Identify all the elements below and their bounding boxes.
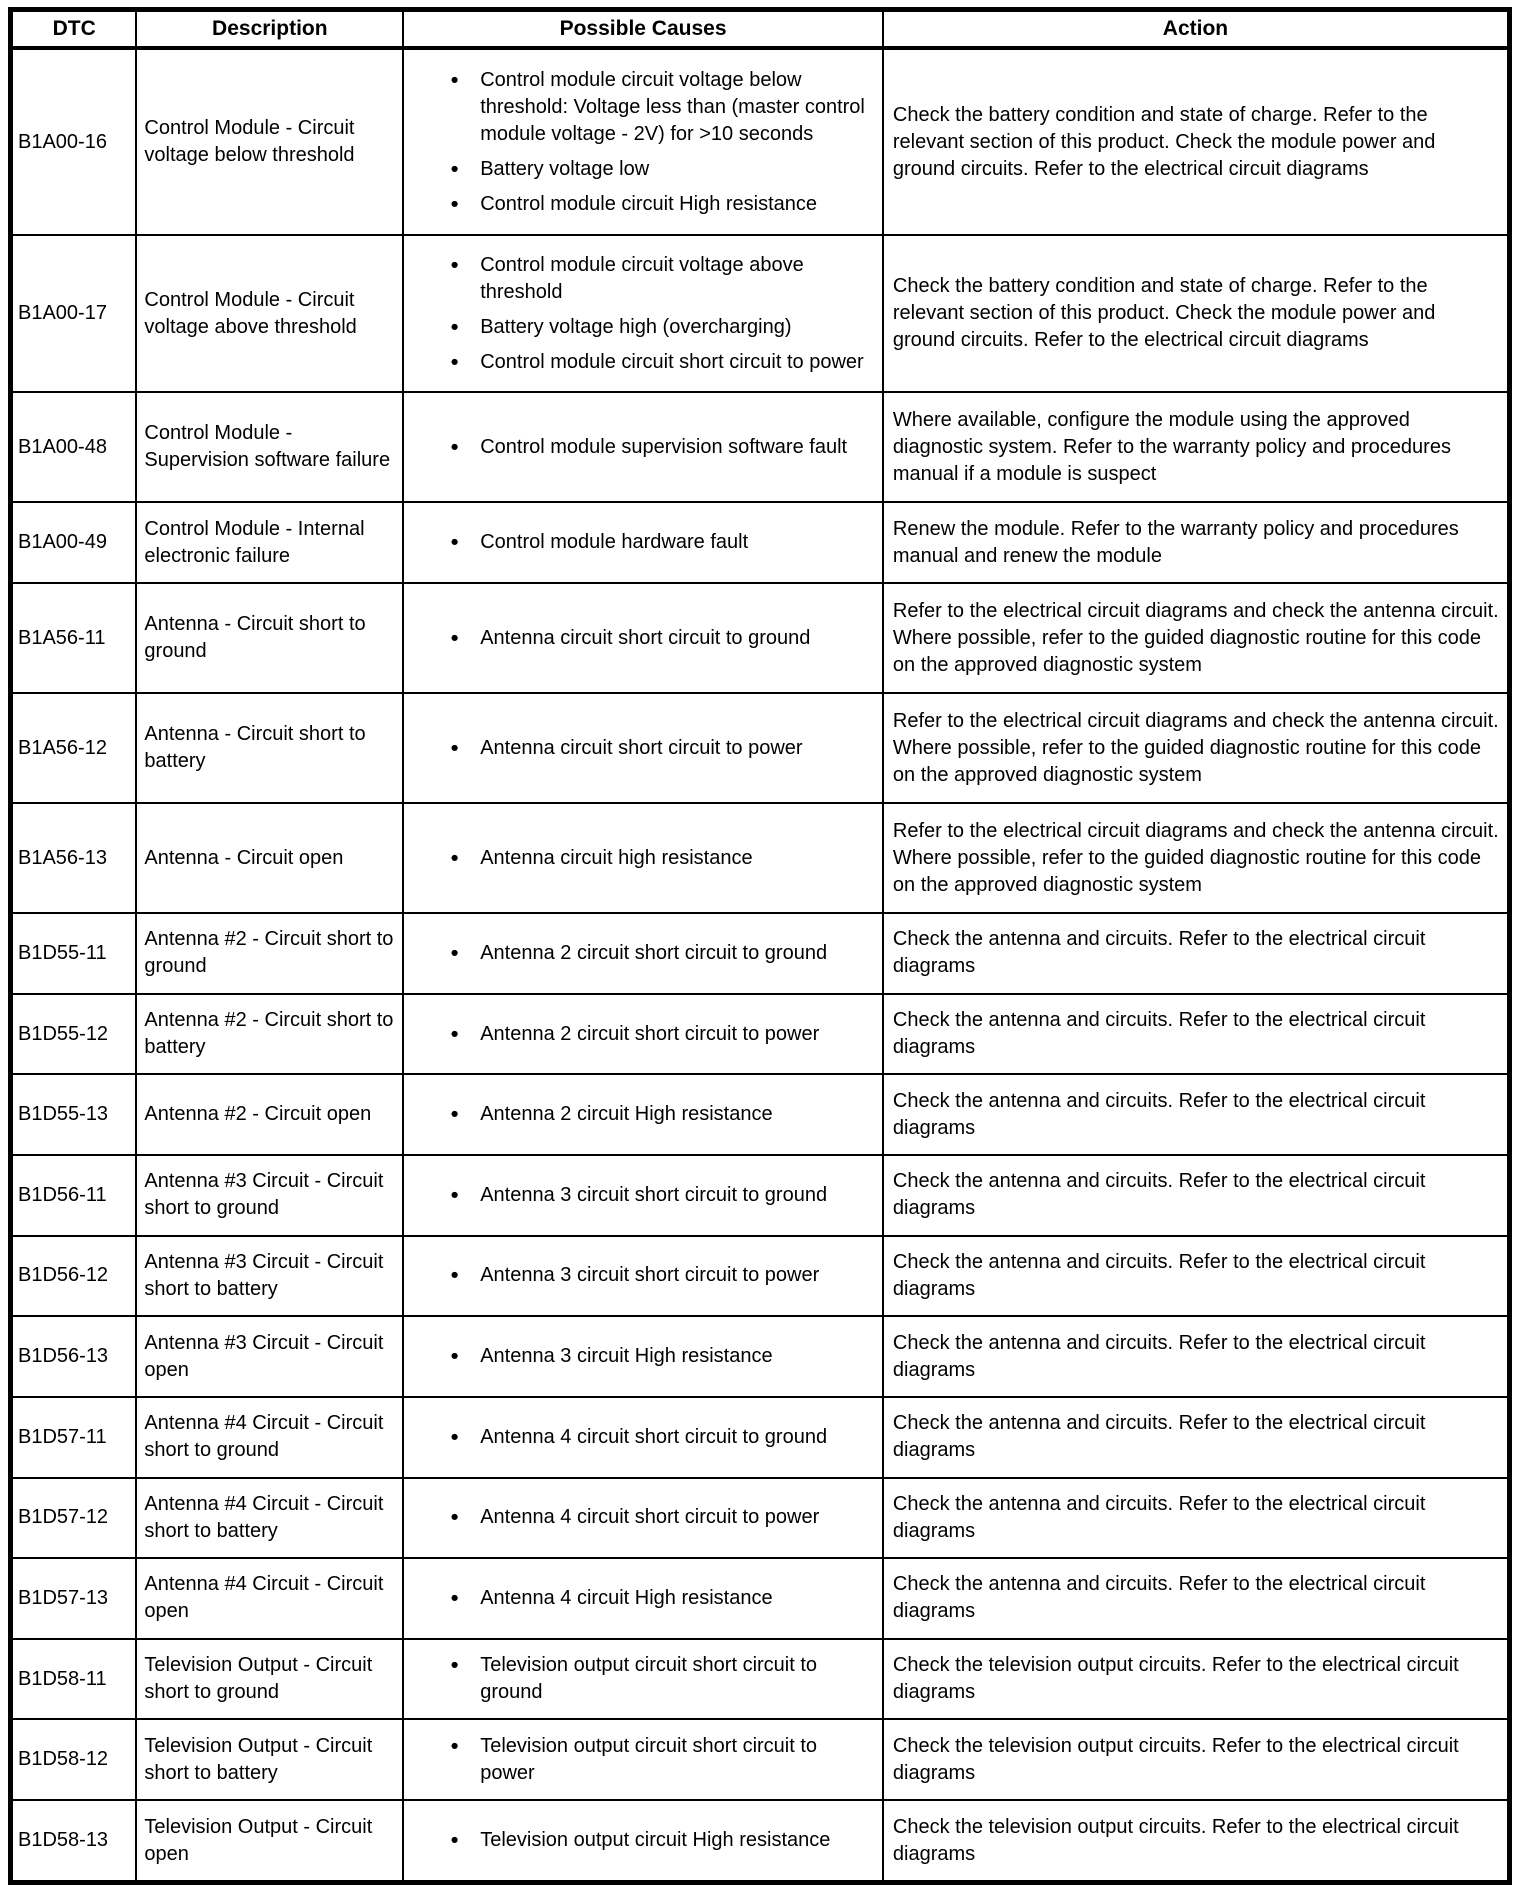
dtc-action: Check the battery condition and state of charge. Refer to the relevant section of this product. Check the module power and ground circuits. Refer to the electrical circuit diagrams bbox=[892, 103, 1436, 180]
action-cell bbox=[883, 1558, 1510, 1639]
dtc-code: B1D57-13 bbox=[18, 1586, 109, 1609]
header-row bbox=[11, 10, 1510, 49]
possible-causes-cell bbox=[403, 392, 883, 502]
dtc-description: Antenna #4 Circuit - Circuit short to ground bbox=[144, 1412, 384, 1462]
table-row bbox=[11, 1236, 1510, 1317]
dtc-description: Antenna #3 Circuit - Circuit short to ground bbox=[144, 1170, 384, 1220]
cause-item: ● Control module supervision software fault bbox=[450, 434, 870, 461]
dtc-code-cell bbox=[11, 1800, 137, 1882]
dtc-code-cell bbox=[11, 502, 137, 583]
cause-item: ● Television output circuit short circuit to power bbox=[450, 1733, 870, 1787]
dtc-description: Television Output - Circuit open bbox=[144, 1815, 373, 1865]
table-row bbox=[11, 392, 1510, 502]
dtc-description-cell bbox=[136, 48, 403, 235]
cause-item: ● Control module circuit voltage above threshold bbox=[450, 252, 870, 306]
possible-causes-cell bbox=[403, 913, 883, 994]
cause-item: ● Antenna 4 circuit High resistance bbox=[450, 1585, 870, 1612]
action-cell bbox=[883, 502, 1510, 583]
dtc-action: Refer to the electrical circuit diagrams and check the antenna circuit. Where possible, refer to the guided diagnostic routine for this code on the approved diagnostic system bbox=[892, 819, 1499, 896]
dtc-code: B1D57-12 bbox=[18, 1506, 109, 1529]
dtc-code-cell bbox=[11, 693, 137, 803]
dtc-code-cell bbox=[11, 583, 137, 693]
dtc-action: Check the antenna and circuits. Refer to the electrical circuit diagrams bbox=[892, 1250, 1426, 1300]
table-row bbox=[11, 803, 1510, 913]
dtc-action: Check the television output circuits. Refer to the electrical circuit diagrams bbox=[892, 1815, 1459, 1865]
table-row bbox=[11, 1478, 1510, 1559]
dtc-action: Refer to the electrical circuit diagrams and check the antenna circuit. Where possible, refer to the guided diagnostic routine for this code on the approved diagnostic system bbox=[892, 709, 1499, 786]
action-cell bbox=[883, 1236, 1510, 1317]
action-cell bbox=[883, 1800, 1510, 1882]
dtc-code: B1D55-13 bbox=[18, 1103, 109, 1126]
dtc-action: Check the antenna and circuits. Refer to the electrical circuit diagrams bbox=[892, 1492, 1426, 1542]
action-cell bbox=[883, 1397, 1510, 1478]
header-dtc: DTC bbox=[11, 10, 137, 49]
table-row bbox=[11, 235, 1510, 392]
dtc-table bbox=[8, 7, 1512, 1885]
cause-item: ● Antenna 4 circuit short circuit to ground bbox=[450, 1424, 870, 1451]
dtc-action: Check the antenna and circuits. Refer to the electrical circuit diagrams bbox=[892, 1170, 1426, 1220]
possible-causes-cell bbox=[403, 1478, 883, 1559]
causes-list bbox=[412, 1652, 874, 1706]
dtc-description-cell bbox=[136, 994, 403, 1075]
dtc-description-cell bbox=[136, 1236, 403, 1317]
action-cell bbox=[883, 1074, 1510, 1155]
dtc-code: B1A56-12 bbox=[18, 736, 107, 759]
dtc-description-cell bbox=[136, 392, 403, 502]
possible-causes-cell bbox=[403, 1074, 883, 1155]
causes-list bbox=[412, 1504, 874, 1531]
dtc-description: Antenna - Circuit short to ground bbox=[144, 613, 366, 663]
causes-list bbox=[412, 67, 874, 218]
dtc-code: B1D58-11 bbox=[18, 1667, 107, 1690]
dtc-action: Check the television output circuits. Refer to the electrical circuit diagrams bbox=[892, 1654, 1459, 1704]
dtc-description: Antenna #2 - Circuit short to ground bbox=[144, 928, 394, 978]
dtc-description: Television Output - Circuit short to ground bbox=[144, 1654, 373, 1704]
dtc-code-cell bbox=[11, 1316, 137, 1397]
dtc-code-cell bbox=[11, 1558, 137, 1639]
action-cell bbox=[883, 1316, 1510, 1397]
dtc-action: Check the antenna and circuits. Refer to the electrical circuit diagrams bbox=[892, 1089, 1426, 1139]
dtc-description-cell bbox=[136, 1558, 403, 1639]
possible-causes-cell bbox=[403, 48, 883, 235]
causes-list bbox=[412, 1101, 874, 1128]
cause-item: ● Antenna 3 circuit High resistance bbox=[450, 1343, 870, 1370]
cause-item: ● Control module circuit High resistance bbox=[450, 191, 870, 218]
header-action: Action bbox=[883, 10, 1510, 49]
dtc-description: Antenna #3 Circuit - Circuit open bbox=[144, 1331, 384, 1381]
possible-causes-cell bbox=[403, 1316, 883, 1397]
table-row bbox=[11, 1639, 1510, 1720]
possible-causes-cell bbox=[403, 693, 883, 803]
possible-causes-cell bbox=[403, 235, 883, 392]
possible-causes-cell bbox=[403, 583, 883, 693]
dtc-code-cell bbox=[11, 48, 137, 235]
cause-item: ● Control module circuit short circuit to power bbox=[450, 349, 870, 376]
causes-list bbox=[412, 1424, 874, 1451]
cause-item: ● Antenna circuit short circuit to ground bbox=[450, 625, 870, 652]
cause-item: ● Antenna 4 circuit short circuit to power bbox=[450, 1504, 870, 1531]
cause-item: ● Antenna 2 circuit short circuit to power bbox=[450, 1021, 870, 1048]
causes-list bbox=[412, 1827, 874, 1854]
dtc-code-cell bbox=[11, 1478, 137, 1559]
action-cell bbox=[883, 1478, 1510, 1559]
dtc-action: Check the antenna and circuits. Refer to the electrical circuit diagrams bbox=[892, 928, 1426, 978]
dtc-description-cell bbox=[136, 913, 403, 994]
cause-item: ● Antenna 3 circuit short circuit to ground bbox=[450, 1182, 870, 1209]
cause-item: ● Television output circuit short circuit to ground bbox=[450, 1652, 870, 1706]
possible-causes-cell bbox=[403, 1397, 883, 1478]
cause-item: ● Television output circuit High resistance bbox=[450, 1827, 870, 1854]
causes-list bbox=[412, 1262, 874, 1289]
action-cell bbox=[883, 994, 1510, 1075]
dtc-action: Check the antenna and circuits. Refer to the electrical circuit diagrams bbox=[892, 1331, 1426, 1381]
dtc-action: Check the television output circuits. Refer to the electrical circuit diagrams bbox=[892, 1734, 1459, 1784]
dtc-description: Control Module - Circuit voltage below threshold bbox=[144, 117, 355, 167]
action-cell bbox=[883, 1719, 1510, 1800]
dtc-description-cell bbox=[136, 583, 403, 693]
cause-item: ● Antenna circuit high resistance bbox=[450, 845, 870, 872]
causes-list bbox=[412, 1021, 874, 1048]
dtc-code: B1A56-11 bbox=[18, 626, 106, 649]
causes-list bbox=[412, 1733, 874, 1787]
table-row bbox=[11, 1397, 1510, 1478]
dtc-code: B1D55-11 bbox=[18, 941, 107, 964]
dtc-code: B1A56-13 bbox=[18, 846, 107, 869]
dtc-description: Television Output - Circuit short to battery bbox=[144, 1734, 373, 1784]
dtc-description: Control Module - Internal electronic failure bbox=[144, 517, 365, 567]
table-row bbox=[11, 1316, 1510, 1397]
causes-list bbox=[412, 252, 874, 376]
possible-causes-cell bbox=[403, 1155, 883, 1236]
dtc-code-cell bbox=[11, 994, 137, 1075]
dtc-description-cell bbox=[136, 1800, 403, 1882]
table-row bbox=[11, 1558, 1510, 1639]
dtc-description: Antenna - Circuit short to battery bbox=[144, 723, 366, 773]
dtc-description-cell bbox=[136, 235, 403, 392]
table-row bbox=[11, 1074, 1510, 1155]
action-cell bbox=[883, 48, 1510, 235]
dtc-code: B1D56-13 bbox=[18, 1345, 109, 1368]
dtc-code: B1D56-12 bbox=[18, 1264, 109, 1287]
dtc-code-cell bbox=[11, 803, 137, 913]
dtc-code-cell bbox=[11, 913, 137, 994]
dtc-code-cell bbox=[11, 1155, 137, 1236]
dtc-description-cell bbox=[136, 1155, 403, 1236]
dtc-code-cell bbox=[11, 1074, 137, 1155]
dtc-description: Antenna #3 Circuit - Circuit short to battery bbox=[144, 1250, 384, 1300]
causes-list bbox=[412, 434, 874, 461]
table-row bbox=[11, 1155, 1510, 1236]
dtc-table-header bbox=[11, 10, 1510, 49]
cause-item: ● Battery voltage high (overcharging) bbox=[450, 314, 870, 341]
dtc-action: Where available, configure the module using the approved diagnostic system. Refer to the warranty policy and procedures manual if a module is suspect bbox=[892, 408, 1451, 485]
dtc-description-cell bbox=[136, 1478, 403, 1559]
action-cell bbox=[883, 235, 1510, 392]
dtc-table-body bbox=[11, 48, 1510, 1883]
table-row bbox=[11, 693, 1510, 803]
possible-causes-cell bbox=[403, 994, 883, 1075]
cause-item: ● Antenna 2 circuit short circuit to ground bbox=[450, 940, 870, 967]
dtc-description-cell bbox=[136, 1639, 403, 1720]
causes-list bbox=[412, 625, 874, 652]
possible-causes-cell bbox=[403, 1639, 883, 1720]
causes-list bbox=[412, 845, 874, 872]
cause-item: ● Control module hardware fault bbox=[450, 529, 870, 556]
cause-item: ● Antenna 2 circuit High resistance bbox=[450, 1101, 870, 1128]
dtc-description-cell bbox=[136, 1719, 403, 1800]
possible-causes-cell bbox=[403, 1558, 883, 1639]
possible-causes-cell bbox=[403, 1800, 883, 1882]
possible-causes-cell bbox=[403, 1236, 883, 1317]
dtc-code-cell bbox=[11, 392, 137, 502]
possible-causes-cell bbox=[403, 803, 883, 913]
dtc-description: Control Module - Supervision software failure bbox=[144, 422, 391, 472]
dtc-description: Antenna #2 - Circuit open bbox=[144, 1103, 372, 1126]
dtc-code-cell bbox=[11, 1719, 137, 1800]
header-possible-causes: Possible Causes bbox=[403, 10, 883, 49]
dtc-description-cell bbox=[136, 803, 403, 913]
dtc-code-cell bbox=[11, 235, 137, 392]
action-cell bbox=[883, 392, 1510, 502]
dtc-action: Check the battery condition and state of charge. Refer to the relevant section of this product. Check the module power and ground circuits. Refer to the electrical circuit diagrams bbox=[892, 275, 1436, 352]
possible-causes-cell bbox=[403, 502, 883, 583]
dtc-description: Antenna #2 - Circuit short to battery bbox=[144, 1009, 394, 1059]
dtc-action: Renew the module. Refer to the warranty policy and procedures manual and renew the module bbox=[892, 517, 1459, 567]
action-cell bbox=[883, 803, 1510, 913]
table-row bbox=[11, 48, 1510, 235]
action-cell bbox=[883, 1639, 1510, 1720]
dtc-description-cell bbox=[136, 693, 403, 803]
dtc-code-cell bbox=[11, 1639, 137, 1720]
cause-item: ● Battery voltage low bbox=[450, 156, 870, 183]
dtc-action: Check the antenna and circuits. Refer to the electrical circuit diagrams bbox=[892, 1412, 1426, 1462]
table-row bbox=[11, 994, 1510, 1075]
dtc-code: B1D57-11 bbox=[18, 1425, 107, 1448]
dtc-description-cell bbox=[136, 502, 403, 583]
action-cell bbox=[883, 583, 1510, 693]
dtc-code: B1D55-12 bbox=[18, 1022, 109, 1045]
action-cell bbox=[883, 693, 1510, 803]
dtc-code: B1A00-49 bbox=[18, 531, 107, 554]
action-cell bbox=[883, 1155, 1510, 1236]
table-row bbox=[11, 1800, 1510, 1882]
dtc-code: B1D58-13 bbox=[18, 1829, 109, 1851]
cause-item: ● Control module circuit voltage below threshold: Voltage less than (master control module voltage - 2V) for >10 seconds bbox=[450, 67, 870, 148]
dtc-description-cell bbox=[136, 1316, 403, 1397]
dtc-code: B1A00-16 bbox=[18, 130, 107, 153]
causes-list bbox=[412, 940, 874, 967]
dtc-description-cell bbox=[136, 1074, 403, 1155]
dtc-code-cell bbox=[11, 1236, 137, 1317]
causes-list bbox=[412, 529, 874, 556]
dtc-code: B1A00-17 bbox=[18, 302, 107, 325]
dtc-action: Check the antenna and circuits. Refer to the electrical circuit diagrams bbox=[892, 1573, 1426, 1623]
table-row bbox=[11, 583, 1510, 693]
cause-item: ● Antenna circuit short circuit to power bbox=[450, 735, 870, 762]
cause-item: ● Antenna 3 circuit short circuit to power bbox=[450, 1262, 870, 1289]
table-row bbox=[11, 1719, 1510, 1800]
action-cell bbox=[883, 913, 1510, 994]
table-row bbox=[11, 913, 1510, 994]
dtc-code: B1D56-11 bbox=[18, 1183, 107, 1206]
dtc-description: Antenna - Circuit open bbox=[144, 846, 344, 869]
causes-list bbox=[412, 735, 874, 762]
possible-causes-cell bbox=[403, 1719, 883, 1800]
dtc-code: B1D58-12 bbox=[18, 1748, 109, 1771]
dtc-code: B1A00-48 bbox=[18, 435, 107, 458]
causes-list bbox=[412, 1585, 874, 1612]
causes-list bbox=[412, 1343, 874, 1370]
causes-list bbox=[412, 1182, 874, 1209]
dtc-action: Check the antenna and circuits. Refer to the electrical circuit diagrams bbox=[892, 1009, 1426, 1059]
dtc-description-cell bbox=[136, 1397, 403, 1478]
dtc-description: Control Module - Circuit voltage above threshold bbox=[144, 288, 357, 338]
dtc-description: Antenna #4 Circuit - Circuit short to battery bbox=[144, 1492, 384, 1542]
dtc-action: Refer to the electrical circuit diagrams and check the antenna circuit. Where possible, refer to the guided diagnostic routine for this code on the approved diagnostic system bbox=[892, 599, 1499, 676]
dtc-description: Antenna #4 Circuit - Circuit open bbox=[144, 1573, 384, 1623]
header-description: Description bbox=[136, 10, 403, 49]
dtc-code-cell bbox=[11, 1397, 137, 1478]
table-row bbox=[11, 502, 1510, 583]
